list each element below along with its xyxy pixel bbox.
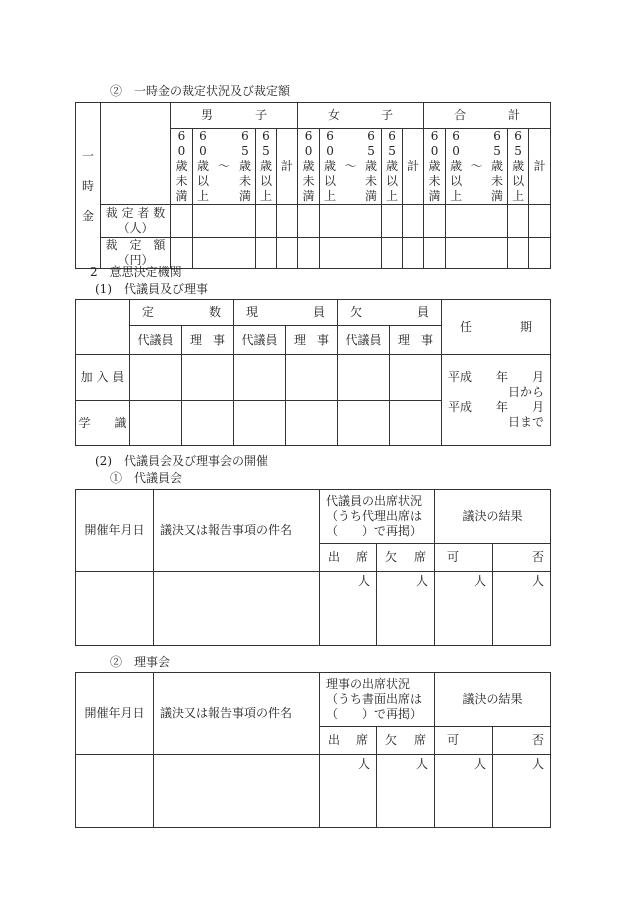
row-label-count: 裁 定 者 数 （人） [101,205,171,238]
section-heading-meetings: (2) 代議員会及び理事会の開催 [95,454,268,468]
section-title: ② 一時金の裁定状況及び裁定額 [110,84,291,98]
group-total: 合 計 [424,103,551,129]
side-label: 一 時 金 [76,103,101,269]
subsection-delegates-meeting: ① 代議員会 [110,471,183,485]
board-meeting-table: 開催年月日 議決又は報告事項の件名 理事の出席状況（うち書面出席は（ ）で再掲） 議決の結果 出 席 欠 席 可 否 人 人 人 人 [75,672,551,828]
group-female: 女 子 [298,103,424,129]
subsection-board-meeting: ② 理事会 [110,655,171,669]
subsection-heading: (1) 代議員及び理事 [95,282,208,296]
lump-sum-table: 一 時 金 男 子 女 子 合 計 60歳未満 60歳以上 〜 65歳未満 65歳以上 計 60歳未満 60歳以上 〜 65歳未満 65歳以上 計 60歳未満 60歳以上 〜 65歳未満 65歳以上 計 裁 定 者 数 （人） 裁 定 額 （円） [75,102,551,269]
term-period: 平成 年 月 日から 平成 年 月 日まで [442,355,551,446]
section-heading: 2 意思決定機関 [90,265,182,279]
delegates-table: 定 数 現 員 欠 員 任 期 代議員 理 事 代議員 理 事 代議員 理 事 加 入 員 平成 年 月 日から 平成 年 月 日まで 学 識 [75,299,551,446]
row-label-amount: 裁 定 額 （円） [101,238,171,269]
delegates-meeting-table: 開催年月日 議決又は報告事項の件名 代議員の出席状況（うち代理出席は（ ）で再掲） 議決の結果 出 席 欠 席 可 否 人 人 人 人 [75,489,551,646]
group-male: 男 子 [171,103,298,129]
